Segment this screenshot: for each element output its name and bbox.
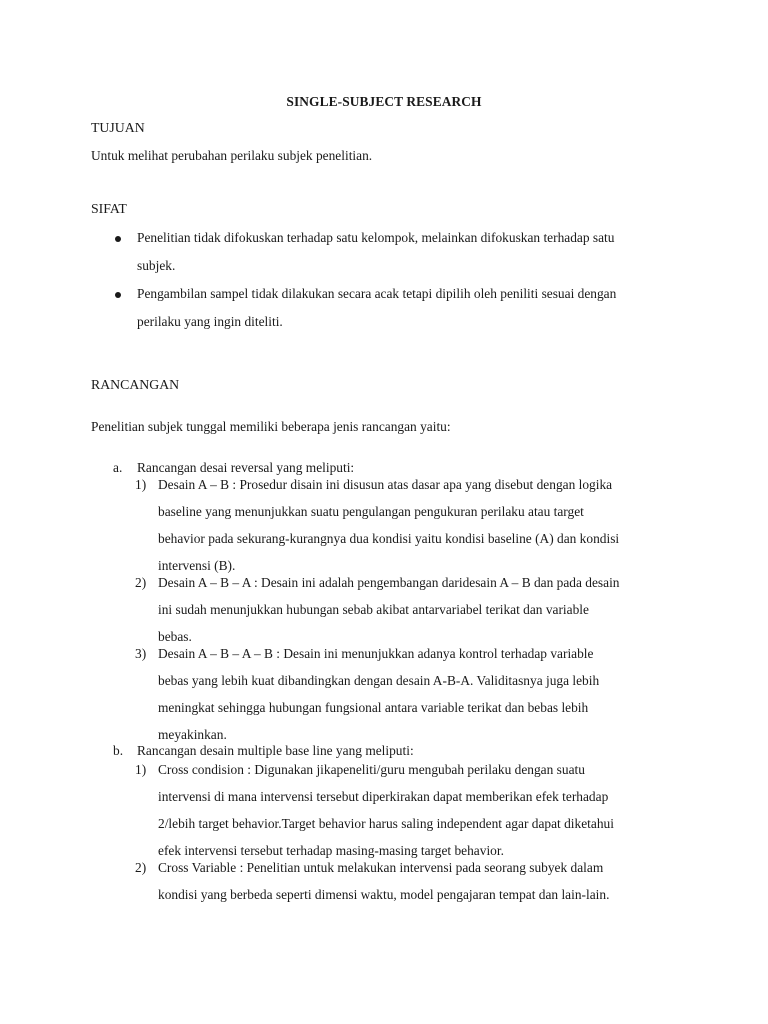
list-item-a-2-line: Desain A – B – A : Desain ini adalah pengembangan daridesain A – B dan pada desain [158,575,620,590]
list-item-a-2-line: bebas. [158,629,192,644]
list-item-b-text: Rancangan desain multiple base line yang meliputi: [137,743,414,758]
sifat-bullet-2-line-2: perilaku yang ingin diteliti. [137,314,283,329]
list-item-b-1-line: 2/lebih target behavior.Target behavior harus saling independent agar dapat diketahui [158,816,614,831]
list-item-a-3-line: meyakinkan. [158,727,227,742]
list-marker-a-3: 3) [135,646,147,661]
list-item-a-3-line: bebas yang lebih kuat dibandingkan dengan desain A-B-A. Validitasnya juga lebih [158,673,600,688]
list-item-a-1-line: behavior pada sekurang-kurangnya dua kondisi yaitu kondisi baseline (A) dan kondisi [158,531,620,546]
list-marker-b: b. [113,743,124,758]
list-marker-b-2: 2) [135,860,147,875]
list-item-a-3-line: Desain A – B – A – B : Desain ini menunjukkan adanya kontrol terhadap variable [158,646,594,661]
list-item-b-1-line: Cross condision : Digunakan jikapeneliti/guru mengubah perilaku dengan suatu [158,762,585,777]
list-item-a-2-line: ini sudah menunjukkan hubungan sebab akibat antarvariabel terikat dan variable [158,602,589,617]
section-heading-sifat: SIFAT [91,201,127,216]
document-title: SINGLE-SUBJECT RESEARCH [286,94,482,109]
list-item-b-2-line: Cross Variable : Penelitian untuk melakukan intervensi pada seorang subyek dalam [158,860,604,875]
list-item-a-3-line: meningkat sehingga hubungan fungsional antara variable terikat dan bebas lebih [158,700,589,715]
list-item-a-1-line: intervensi (B). [158,558,236,573]
list-item-b-1-line: intervensi di mana intervensi tersebut diperkirakan dapat memberikan efek terhadap [158,789,609,804]
section-heading-rancangan: RANCANGAN [91,377,180,392]
sifat-bullet-2-line-1: Pengambilan sampel tidak dilakukan secara acak tetapi dipilih oleh peniliti sesuai dengan [137,286,617,301]
section-heading-tujuan: TUJUAN [91,120,145,135]
rancangan-intro: Penelitian subjek tunggal memiliki beberapa jenis rancangan yaitu: [91,419,451,434]
list-item-a-1-line: Desain A – B : Prosedur disain ini disusun atas dasar apa yang disebut dengan logika [158,477,613,492]
tujuan-text: Untuk melihat perubahan perilaku subjek penelitian. [91,148,373,163]
bullet-icon [115,236,121,242]
list-item-a-text: Rancangan desai reversal yang meliputi: [137,460,355,475]
list-marker-a-2: 2) [135,575,147,590]
sifat-bullet-1-line-2: subjek. [137,258,176,273]
list-marker-a-1: 1) [135,477,147,492]
list-marker-b-1: 1) [135,762,147,777]
list-marker-a: a. [113,460,123,475]
list-item-a-1-line: baseline yang menunjukkan suatu pengulangan pengukuran perilaku atau target [158,504,584,519]
sifat-bullet-1-line-1: Penelitian tidak difokuskan terhadap satu kelompok, melainkan difokuskan terhadap satu [137,230,615,245]
list-item-b-1-line: efek intervensi tersebut terhadap masing-masing target behavior. [158,843,504,858]
bullet-icon [115,292,121,298]
list-item-b-2-line: kondisi yang berbeda seperti dimensi waktu, model pengajaran tempat dan lain-lain. [158,887,610,902]
